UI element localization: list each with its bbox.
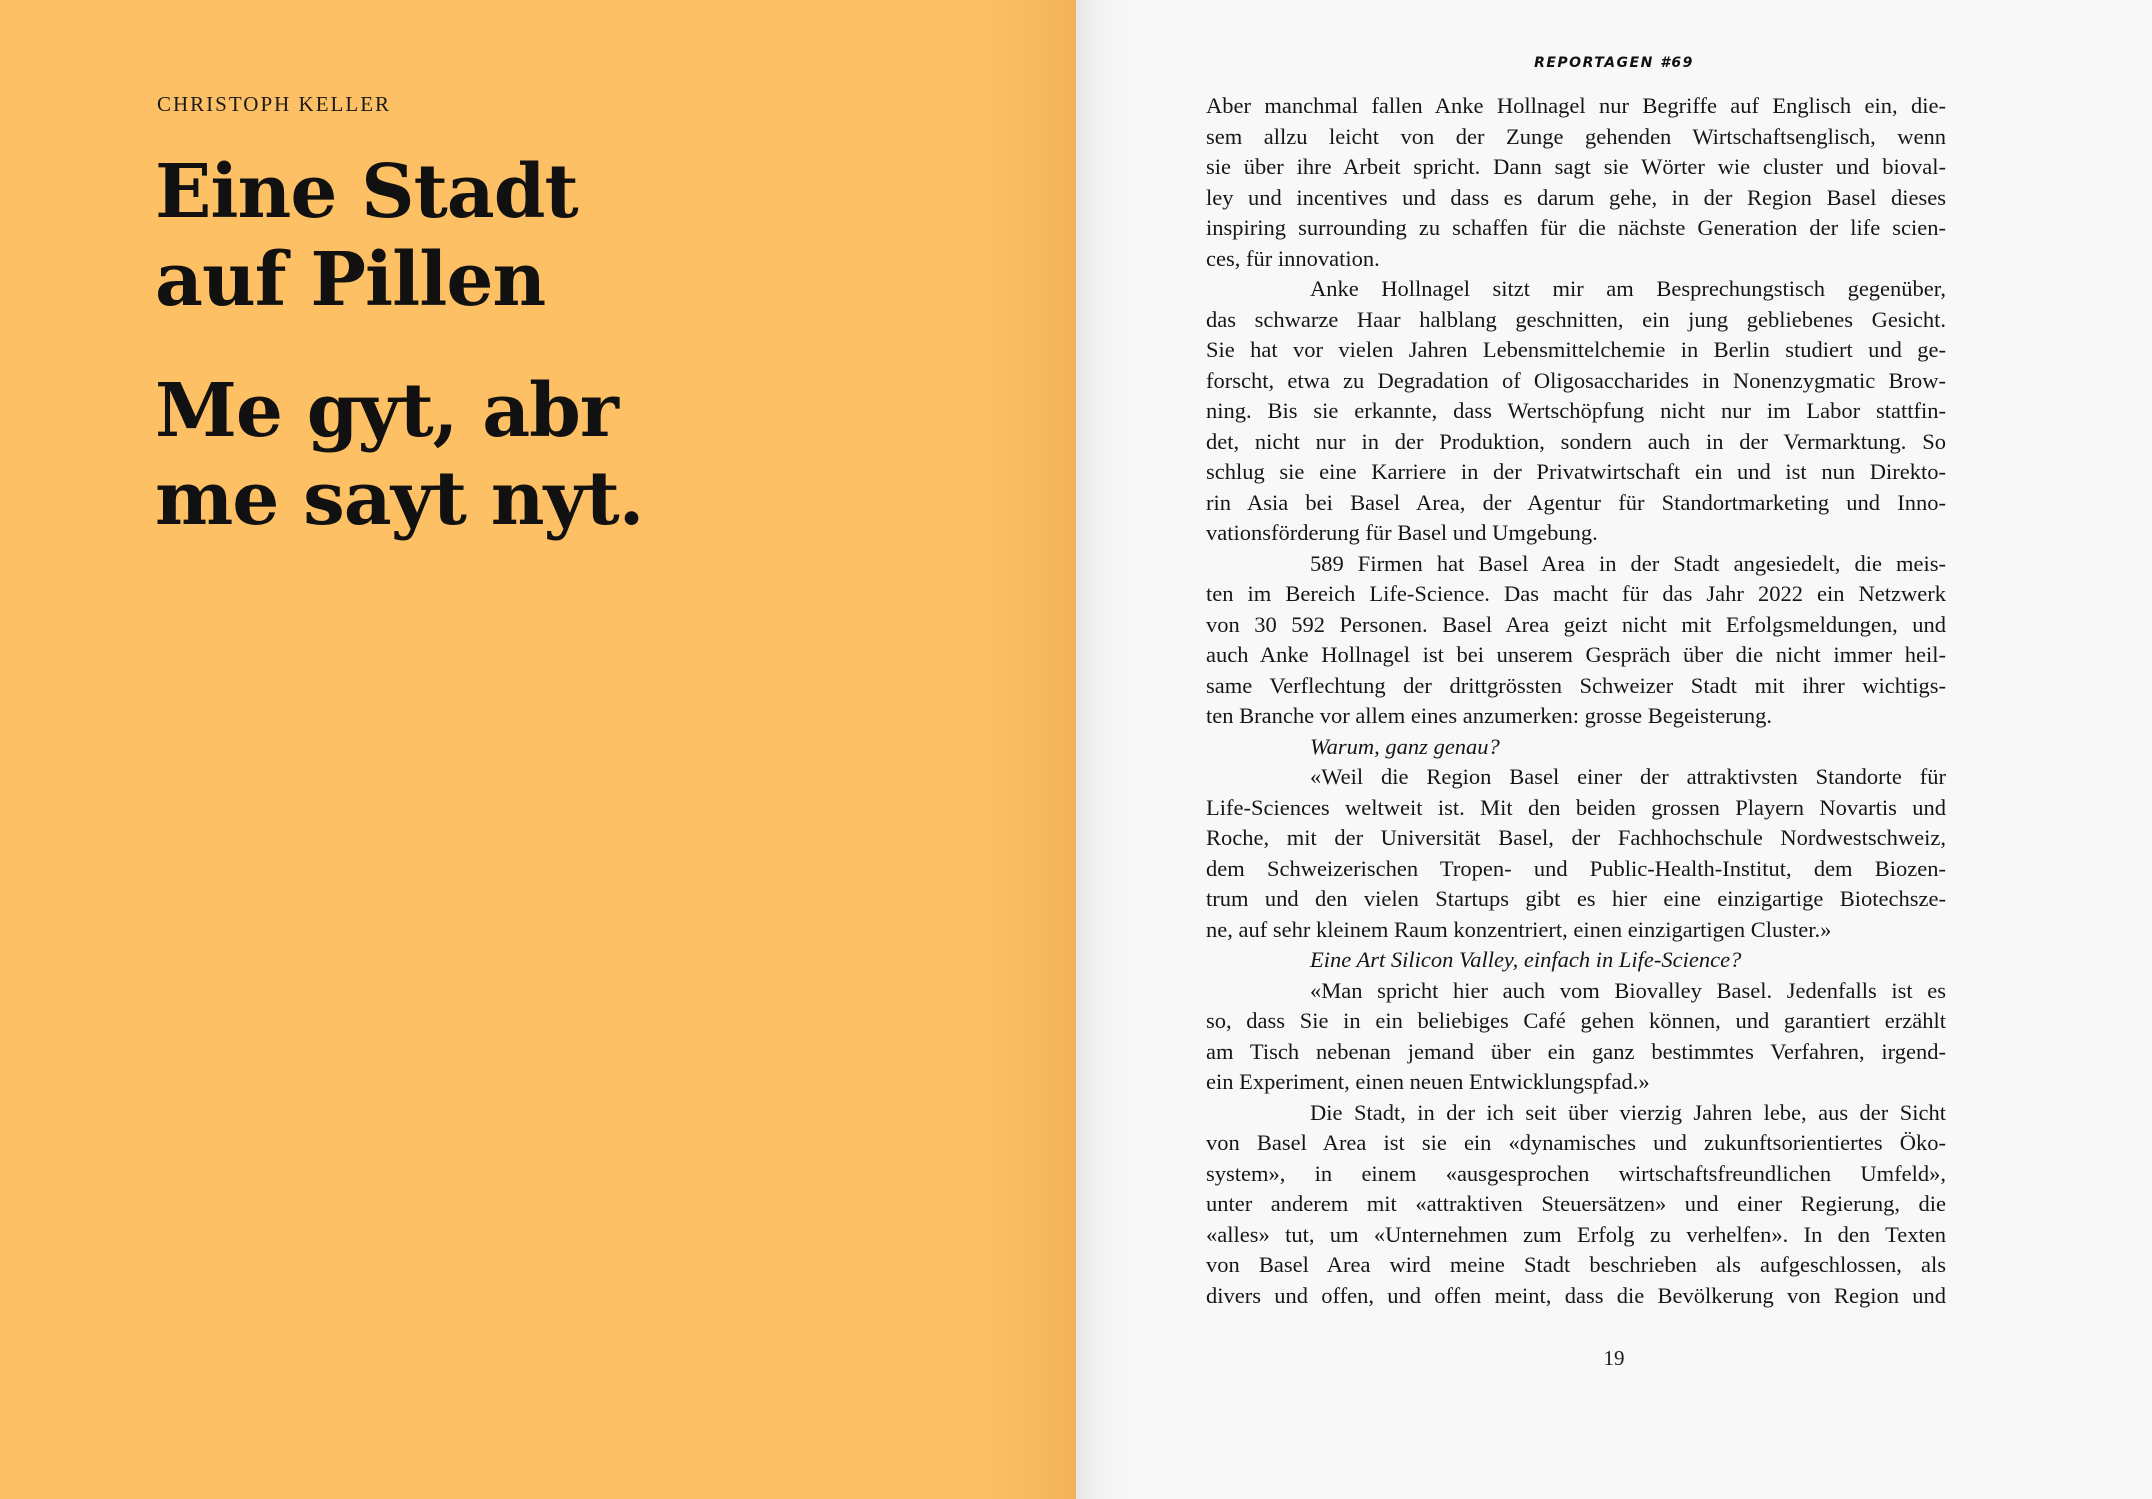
text-line: von 30 592 Personen. Basel Area geizt nicht mit Erfolgsmeldungen, und — [1206, 611, 1946, 637]
text-line: rin Asia bei Basel Area, der Agentur für Standortmarketing und Inno- — [1206, 489, 1946, 515]
text-line: auch Anke Hollnagel ist bei unserem Gespräch über die nicht immer heil- — [1206, 642, 1946, 667]
text-line: Aber manchmal fallen Anke Hollnagel nur Begriffe auf Englisch ein, die- — [1206, 93, 1946, 118]
text-line: vationsförderung für Basel und Umgebung. — [1206, 520, 1598, 545]
text-line: same Verflechtung der drittgrössten Schweizer Stadt mit ihrer wichtigs- — [1206, 672, 1946, 698]
question-line: Eine Art Silicon Valley, einfach in Life-Science? — [1310, 947, 1742, 972]
text-line: sie über ihre Arbeit spricht. Dann sagt sie Wörter wie cluster und bioval- — [1206, 154, 1946, 179]
text-line: ning. Bis sie erkannte, dass Wertschöpfung nicht nur im Labor stattfin- — [1206, 398, 1946, 423]
text-line: das schwarze Haar halblang geschnitten, ein jung gebliebenes Gesicht. — [1206, 306, 1946, 332]
article-subtitle — [155, 367, 955, 543]
text-line: von Basel Area ist sie ein «dynamisches und zukunftsorientiertes Öko- — [1206, 1130, 1946, 1155]
text-line: forscht, etwa zu Degradation of Oligosaccharides in Nonenzygmatic Brow- — [1206, 367, 1946, 393]
text-line: ne, auf sehr kleinem Raum konzentriert, einen einzigartigen Cluster.» — [1206, 916, 1832, 942]
text-line: ten Branche vor allem eines anzumerken: grosse Begeisterung. — [1206, 703, 1773, 728]
text-line: inspiring surrounding zu schaffen für die nächste Generation der life scien- — [1206, 215, 1946, 240]
text-line: Sie hat vor vielen Jahren Lebensmittelchemie in Berlin studiert und ge- — [1206, 337, 1946, 362]
text-line: «Weil die Region Basel einer der attraktivsten Standorte für — [1310, 764, 1946, 789]
text-line: «Man spricht hier auch vom Biovalley Basel. Jedenfalls ist es — [1310, 977, 1946, 1003]
text-line: schlug sie eine Karriere in der Privatwirtschaft ein und ist nun Direkto- — [1206, 459, 1946, 484]
text-line: Anke Hollnagel sitzt mir am Besprechungstisch gegenüber, — [1310, 276, 1946, 301]
text-line: Die Stadt, in der ich seit über vierzig Jahren lebe, aus der Sicht — [1310, 1099, 1946, 1125]
text-line: ten im Bereich Life-Science. Das macht für das Jahr 2022 ein Netzwerk — [1206, 581, 1946, 606]
text-line: divers und offen, und offen meint, dass die Bevölkerung von Region und — [1206, 1282, 1946, 1308]
text-line: unter anderem mit «attraktiven Steuersätzen» und einer Regierung, die — [1206, 1191, 1946, 1216]
text-line: system», in einem «ausgesprochen wirtschaftsfreundlichen Umfeld», — [1206, 1160, 1946, 1186]
text-line: ces, für innovation. — [1206, 245, 1380, 271]
text-line: sem allzu leicht von der Zunge gehenden Wirtschaftsenglisch, wenn — [1206, 123, 1946, 149]
subtitle-line: Me gyt, abr — [155, 368, 618, 454]
text-line: Life-Sciences weltweit ist. Mit den beiden grossen Playern Novartis und — [1206, 794, 1946, 820]
page-number: 19 — [1603, 1346, 1625, 1370]
question-line: Warum, ganz genau? — [1310, 733, 1500, 759]
text-line: von Basel Area wird meine Stadt beschrieben als aufgeschlossen, als — [1206, 1252, 1946, 1277]
text-line: 589 Firmen hat Basel Area in der Stadt angesiedelt, die meis- — [1310, 550, 1946, 576]
text-line: trum und den vielen Startups gibt es hier eine einzigartige Biotechsze- — [1206, 886, 1946, 911]
text-line: am Tisch nebenan jemand über ein ganz bestimmtes Verfahren, irgend- — [1206, 1038, 1946, 1064]
title-line: Eine Stadt — [155, 149, 578, 235]
article-title — [155, 148, 955, 324]
running-head: REPORTAGEN #69 — [1534, 55, 1694, 71]
text-line: det, nicht nur in der Produktion, sondern auch in der Vermarktung. So — [1206, 428, 1946, 454]
body-text — [1206, 91, 1946, 1311]
text-line: ein Experiment, einen neuen Entwicklungspfad.» — [1206, 1069, 1650, 1094]
text-line: dem Schweizerischen Tropen- und Public-Health-Institut, dem Biozen- — [1206, 855, 1946, 881]
title-line: auf Pillen — [155, 237, 546, 323]
text-line: «alles» tut, um «Unternehmen zum Erfolg zu verhelfen». In den Texten — [1206, 1221, 1946, 1247]
text-line: Roche, mit der Universität Basel, der Fachhochschule Nordwestschweiz, — [1206, 825, 1946, 850]
text-line: ley und incentives und dass es darum gehe, in der Region Basel dieses — [1206, 184, 1946, 210]
subtitle-line: me sayt nyt. — [155, 456, 644, 542]
right-page — [1076, 0, 2152, 1499]
text-line: so, dass Sie in ein beliebiges Café gehen können, und garantiert erzählt — [1206, 1008, 1946, 1033]
author-name: CHRISTOPH KELLER — [157, 92, 392, 116]
